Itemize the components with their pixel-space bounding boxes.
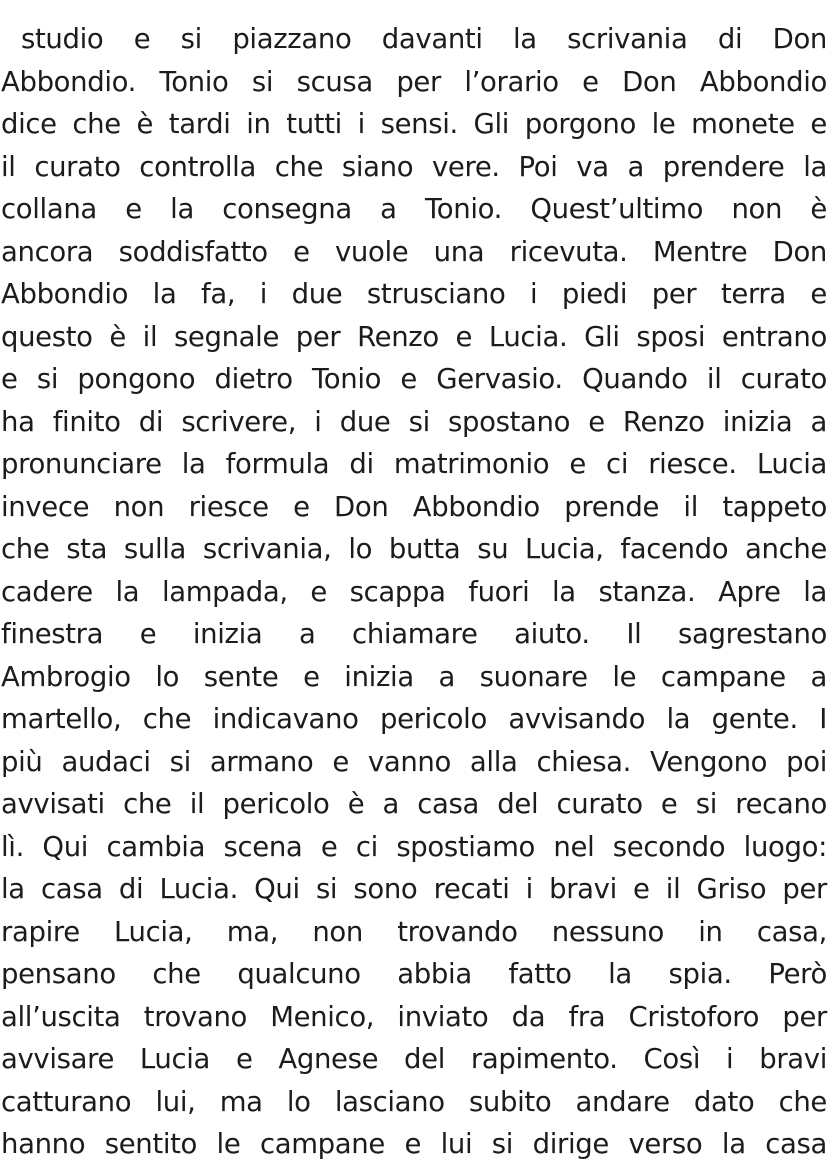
text-line: più audaci si armano e vanno alla chiesa. Vengono poi [1, 745, 827, 778]
text-line: Ambrogio lo sente e inizia a suonare le campane a [1, 660, 827, 693]
text-line: il curato controlla che siano vere. Poi va a prendere la [1, 150, 827, 183]
text-line: studio e si piazzano davanti la scrivania di Don [21, 23, 827, 55]
text-line: pronunciare la formula di matrimonio e ci riesce. Lucia [1, 448, 827, 480]
text-line: pensano che qualcuno abbia fatto la spia. Però [1, 958, 827, 990]
text-line: cadere la lampada, e scappa fuori la stanza. Apre la [1, 575, 827, 608]
text-line: Abbondio. Tonio si scusa per l’orario e Don Abbondio [1, 65, 827, 98]
text-line: avvisare Lucia e Agnese del rapimento. Così i bravi [1, 1043, 827, 1075]
body-text [1, 18, 827, 1166]
text-line: dice che è tardi in tutti i sensi. Gli porgono le monete e [1, 108, 827, 140]
text-line: hanno sentito le campane e lui si dirige verso la casa [1, 1128, 827, 1160]
text-line: ha finito di scrivere, i due si spostano e Renzo inizia a [1, 405, 827, 438]
text-line: all’uscita trovano Menico, inviato da fra Cristoforo per [1, 1000, 827, 1033]
text-line: catturano lui, ma lo lasciano subito andare dato che [1, 1085, 827, 1118]
text-line: che sta sulla scrivania, lo butta su Lucia, facendo anche [1, 533, 827, 565]
text-line: avvisati che il pericolo è a casa del curato e si recano [1, 788, 827, 820]
text-line: collana e la consegna a Tonio. Quest’ultimo non è [1, 193, 827, 225]
text-line: Abbondio la fa, i due strusciano i piedi per terra e [1, 278, 827, 310]
text-line: rapire Lucia, ma, non trovando nessuno in casa, [1, 915, 827, 948]
text-line: e si pongono dietro Tonio e Gervasio. Quando il curato [1, 363, 827, 395]
text-line: invece non riesce e Don Abbondio prende il tappeto [1, 490, 827, 523]
text-line: la casa di Lucia. Qui si sono recati i bravi e il Griso per [1, 873, 827, 905]
text-line: lì. Qui cambia scena e ci spostiamo nel secondo luogo: [1, 830, 827, 863]
text-line: martello, che indicavano pericolo avvisando la gente. I [1, 703, 827, 735]
text-line: ancora soddisfatto e vuole una ricevuta. Mentre Don [1, 235, 827, 268]
text-line: finestra e inizia a chiamare aiuto. Il sagrestano [1, 618, 827, 650]
text-line: questo è il segnale per Renzo e Lucia. Gli sposi entrano [1, 320, 827, 353]
